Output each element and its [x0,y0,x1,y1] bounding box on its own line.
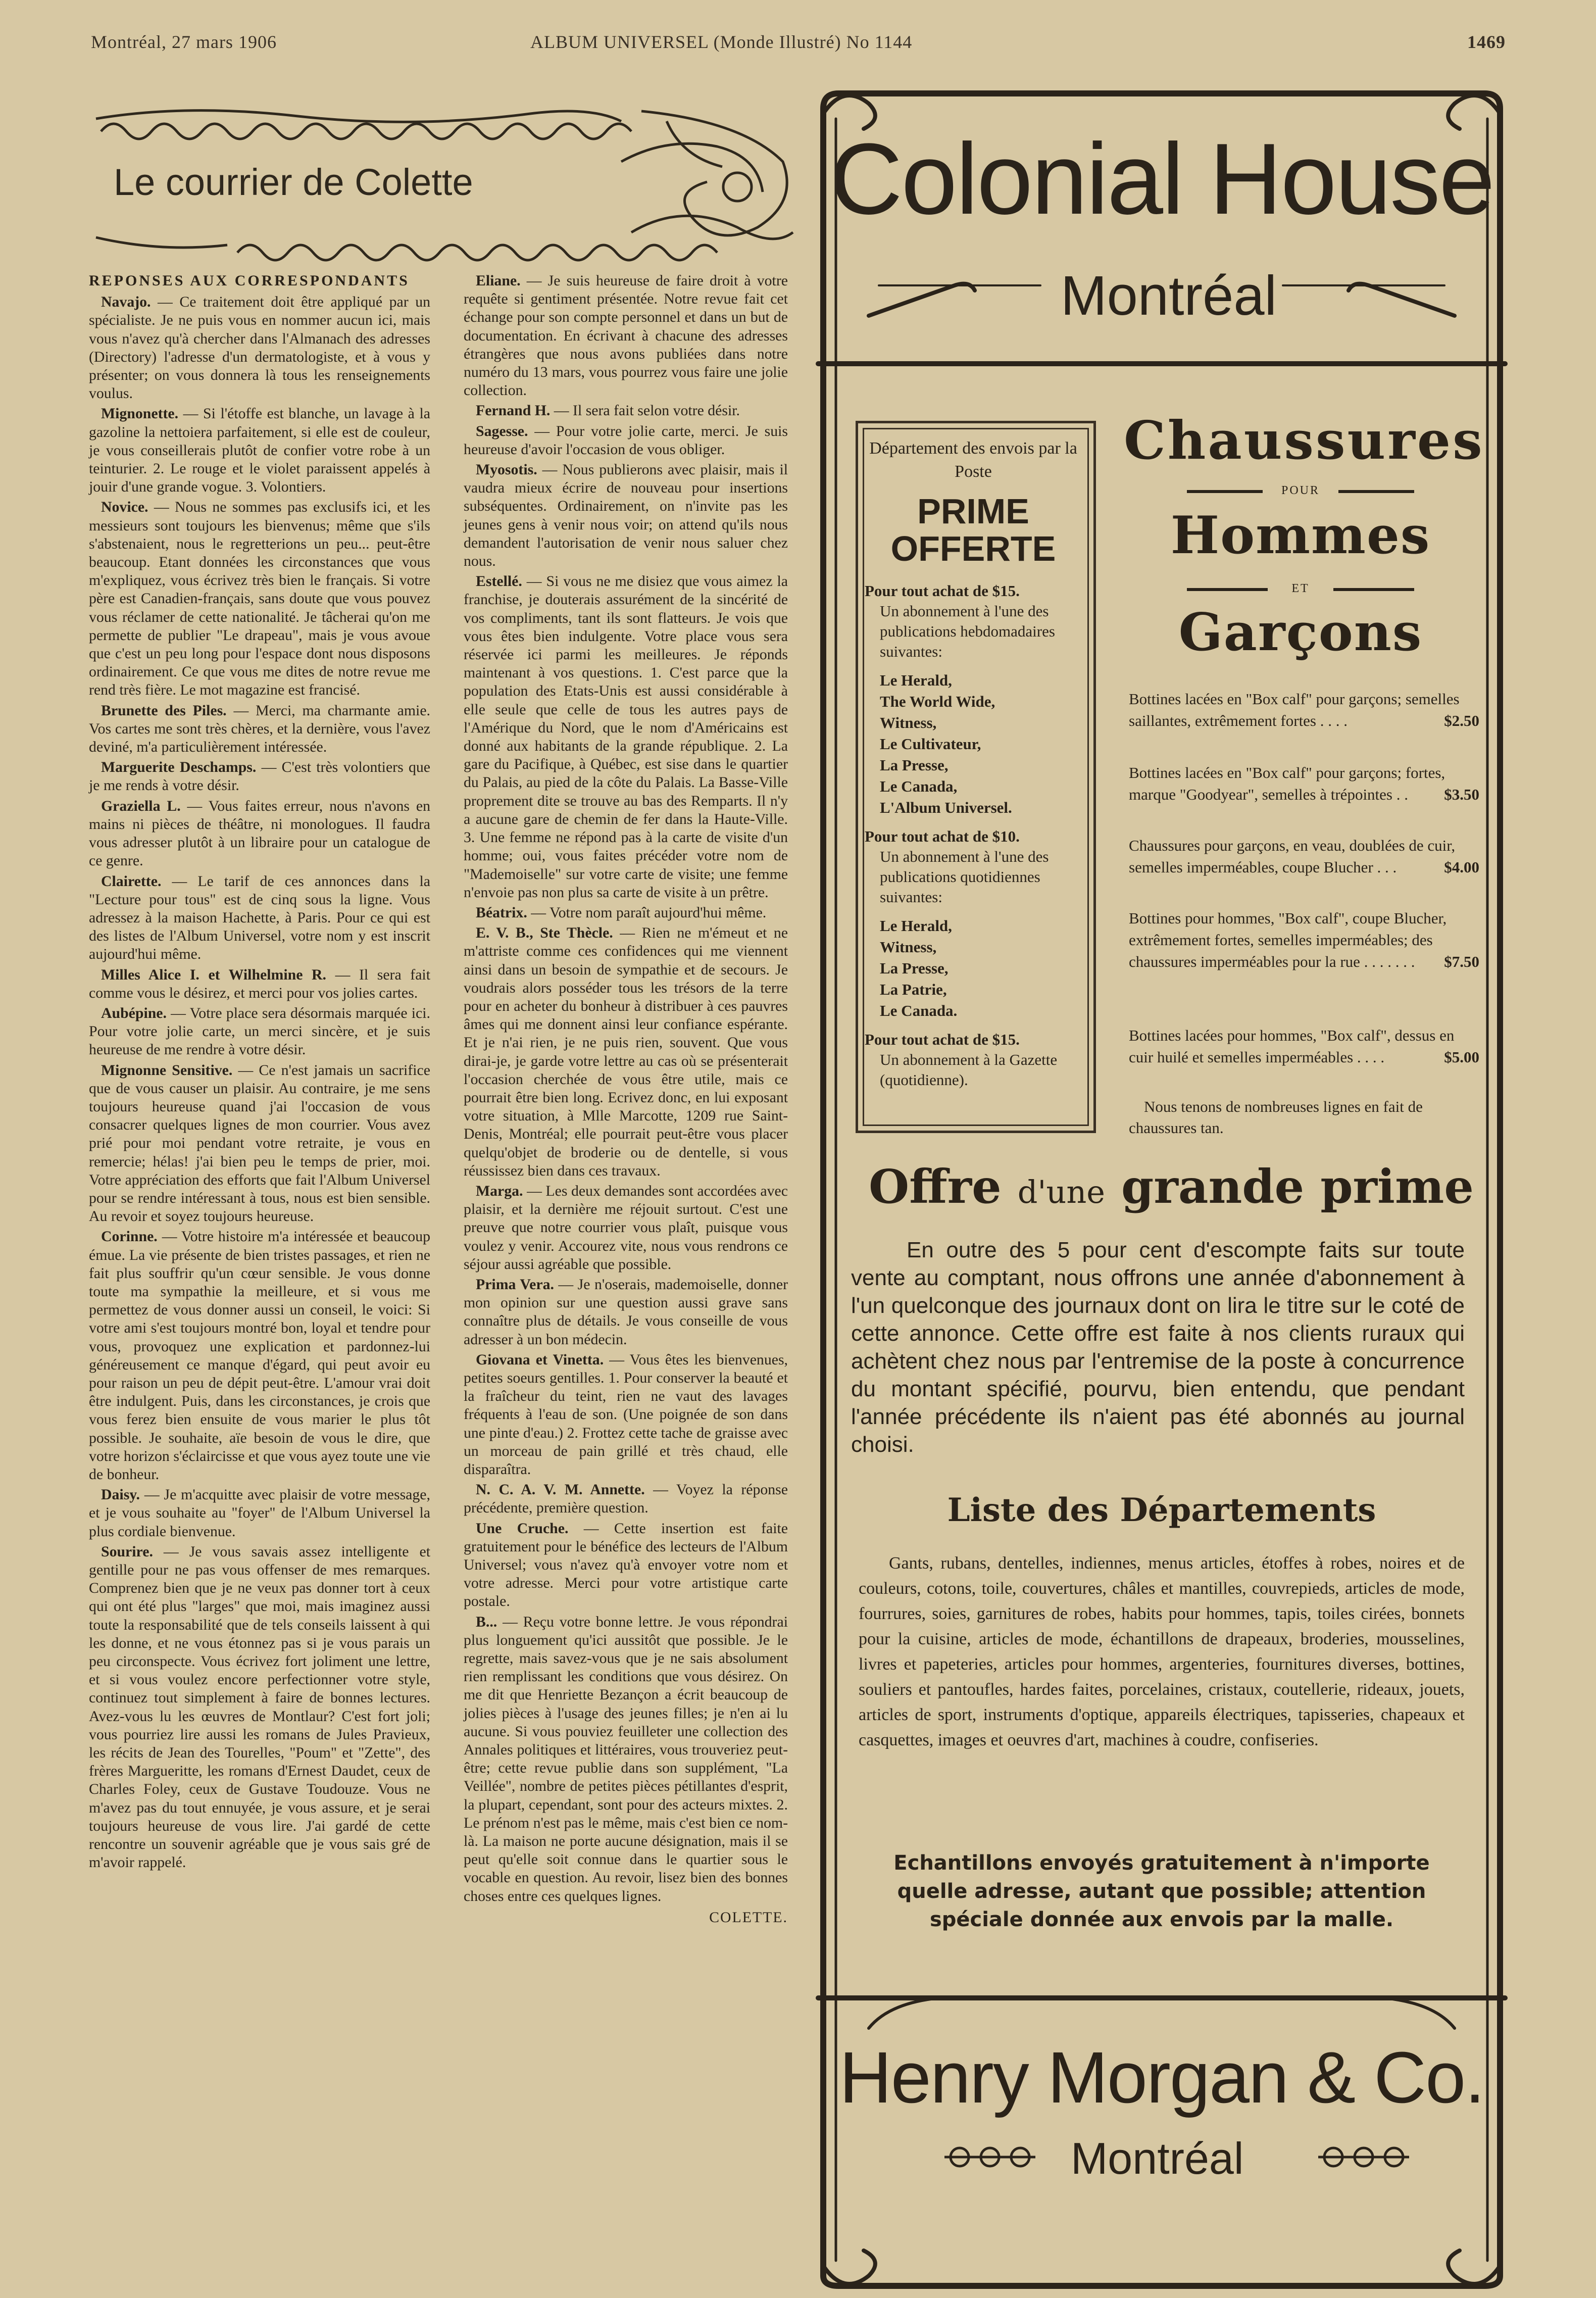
reply-entry [89,1543,430,1872]
correspondent-name: Novice. [101,499,148,516]
reply-text: — Les deux demandes sont accordées avec plaisir, et la dernière me réjouit surtout. C'est une preuve que notre courrier vous plaît, puisque vous voulez y venir. Accourez vite, nous vous rendrons ce séjour aussi agréable que possible. [464,1182,788,1273]
reply-text: — Rien ne m'émeut et ne m'attriste comme ces confidences qui me viennent ainsi dans un besoin de sympathie et de secours. Je voudrais alors posséder tous les trésors de la terre pour en acheter du bonheur à distribuer à ces pauvres âmes qui me donnent ainsi leur confiance espérante. Et je n'ai rien, je ne puis rien, souvent. Que vous dirai-je, je garde votre lettre au cas où se présenterait l'occasion cherchée de vous être utile, mais ce pourrait être bien long. Ecrivez donc, en lui exposant votre situation, à Mlle Marcotte, 1209 rue Saint-Denis, Montréal; elle pourrait peut-être vous placer quelqu'objet de broderie ou de dentelle, si vous réussissez bien dans ces travaux. [464,924,788,1179]
shoe-item [1129,1024,1479,1068]
reply-text: — Cette insertion est faite gratuitement pour le bénéfice des lecteurs de l'Album Universel; vous n'avez qu'à envoyer votre nom et votre adresse. Merci pour votre artistique carte postale. [464,1520,788,1610]
reply-entry [464,1182,788,1274]
reply-entry [89,1486,430,1541]
publication-name: Le Canada, [880,777,958,795]
shoe-description: Bottines lacées en "Box calf" pour garçons; fortes, marque "Goodyear", semelles à trépointes . . [1129,764,1445,803]
header-date: Montréal, 27 mars 1906 [91,32,277,52]
reply-entry [464,904,788,922]
shoe-price: $3.50 [1444,786,1479,803]
correspondent-name: Milles Alice I. et Wilhelmine R. [101,966,326,983]
shoe-item [1129,688,1479,731]
store-name: Colonial House [829,123,1494,235]
publication-name: Le Cultivateur, [880,735,981,753]
publication-name: La Patrie, [880,981,947,998]
publication-name: Le Herald, [880,671,952,689]
correspondent-name: Béatrix. [476,904,527,921]
publication-name: Witness, [880,938,937,956]
correspondent-name: Mignonette. [101,405,179,422]
reply-text: — Voyez la réponse précédente, première question. [464,1481,788,1517]
reply-text: — Merci, ma charmante amie. Vos cartes me sont très chères, et la dernière, vous l'avez deviné, m'a particulièrement intéressée. [89,702,431,756]
mail-order-heading: Département des envois par la Poste [869,439,1077,481]
reply-text: — Si vous ne me disiez que vous aimez la franchise, je douterais assurément de la sincérité de vos compliments, tant ils sont flatteurs. Je vois que vous êtes bien indulgente. Votre place vous sera réservée ici parmi les meilleures. Je réponds maintenant à vos questions. 1. C'est parce que la population des Etats-Unis est aussi considérable à elle seule que celle de tous les autres pays de l'Amérique du Nord, que le nom d'Américains est donné aux habitants de la grande république. 2. La gare du Pacifique, à Québec, est sise dans le quartier du Palais, au pied de la côte du Palais. La Basse-Ville proprement dite se trouve au bas des Remparts. Il n'y a aucune gare de chemin de fer dans la Haute-Ville. 3. Une femme ne répond pas à la carte de visite d'un homme; oui, vous faites précéder votre nom de "Mademoiselle" sur votre carte de visite; une femme n'envoie pas non plus sa carte de visite à un prêtre. [464,573,788,901]
store-city: Montréal [1061,265,1277,327]
shoe-description: Chaussures pour garçons, en veau, doublées de cuir, semelles imperméables, coupe Blucher . . . [1129,837,1456,876]
reply-text: — Si l'étoffe est blanche, un lavage à la gazoline la nettoiera parfaitement, si elle est de couleur, je vous conseillerais plutôt de confier votre robe à un teinturier. 2. Le rouge et le violet paraissent appelés à jouir d'une grande vogue. 3. Volontiers. [89,405,430,496]
correspondent-name: Prima Vera. [476,1276,554,1293]
reply-entry [464,1613,788,1905]
reply-text: — Il sera fait selon votre désir. [554,402,740,419]
correspondent-name: Estellé. [476,573,522,590]
company-city: Montréal [1071,2133,1244,2183]
reply-text: — Reçu votre bonne lettre. Je vous répondrai plus longuement qu'ici aussitôt que possible. Je le regrette, mais savez-vous que je ne sais absolument rien remplissant les conditions que vous désirez. On me dit que Henriette Bezançon a écrit beaucoup de jolies pièces à l'usage des jeunes filles; je n'en ai lu aucune. Si vous pouviez feuilleter une collection des Annales politiques et littéraires, vous trouveriez peut-être; cette revue publie dans son supplément, "La Veillée", nombre de petites pièces pétillantes d'esprit, la plupart, cependant, sont pour des acteurs mixtes. 2. Le prénom n'est pas le même, mais c'est bien ce nom-là. La maison ne porte aucune désignation, mais il se peut qu'elle soit connue dans le quartier sous le vocable en question. Au revoir, lisez bien des bonnes choses entre ces quelques lignes. [464,1613,788,1904]
correspondence-column-2 [464,272,788,1927]
correspondent-name: B... [476,1613,497,1630]
reply-text: — Il sera fait comme vous le désirez, et merci pour vos jolies cartes. [89,966,430,1001]
offer-amount: Pour tout achat de $10. [865,827,1020,845]
shoe-price: $4.00 [1444,858,1479,876]
offer-description: Un abonnement à l'une des publications hebdomadaires suivantes: [880,602,1055,660]
signature: COLETTE. [709,1909,788,1926]
correspondent-name: Clairette. [101,872,162,890]
reply-entry [464,461,788,570]
reply-text: — Je suis heureuse de faire droit à votre requête si gentiment présentée. Notre revue fait cet échange pour son compte personnel et dans un but de documentation. En écrivant à chacune des adresses étrangères que nous avons publiées dans notre numéro du 13 mars, vous pourrez vous faire une jolie collection. [464,272,788,399]
publication-name: Witness, [880,714,937,731]
shoes-heading: Chaussures [1124,409,1484,471]
publication-name: L'Album Universel. [880,799,1012,816]
reply-entry [89,872,430,964]
correspondent-name: Marguerite Deschamps. [101,759,257,776]
correspondent-name: Giovana et Vinetta. [476,1351,604,1368]
boys-heading: Garçons [1178,602,1423,663]
offer-description: Un abonnement à la Gazette (quotidienne). [880,1051,1058,1089]
shoe-price: $5.00 [1444,1048,1479,1066]
reply-entry [464,1276,788,1349]
shoe-item [1129,835,1479,878]
publication-name: La Presse, [880,756,949,774]
reply-entry [89,1228,430,1484]
correspondent-name: Daisy. [101,1486,140,1503]
reply-entry [89,702,430,757]
men-heading: Hommes [1170,505,1431,566]
publication-name: Le Herald, [880,917,952,935]
reply-entry [89,405,430,496]
correspondent-name: Aubépine. [101,1004,167,1021]
offer-heading [869,1159,1474,1214]
departments-heading: Liste des Départements [947,1491,1376,1529]
reply-text: — Je m'acquitte avec plaisir de votre message, et je vous souhaite au "foyer" de l'Album Universel la plus cordiale bienvenue. [89,1486,430,1540]
reply-text: — Ce n'est jamais un sacrifice que de vous causer un plaisir. Au contraire, je me sens toujours heureuse quand j'ai l'occasion de vous consacrer quelques lignes de mon courrier. Vous avez prié pour moi pendant votre retraite, je vous en remercie; hélas! j'ai bien peu le temps de prier, moi. Votre appréciation des efforts que fait l'Album Universel pour se rendre intéressant à tous, nous est bien sensible. Au revoir et soyez toujours heureuse. [89,1061,430,1225]
correspondent-name: N. C. A. V. M. Annette. [476,1481,645,1498]
publication-name: Le Canada. [880,1002,958,1019]
reply-entry [464,924,788,1180]
correspondent-name: E. V. B., Ste Thècle. [476,924,613,942]
scroll-ornament-right [1313,2139,1414,2175]
reply-text: — Votre nom paraît aujourd'hui même. [531,904,767,921]
offer-text: En outre des 5 pour cent d'escompte faits sur toute vente au comptant, nous offrons une année d'abonnement à l'un quelconque des journaux dont on lira le titre sur le coté de cette annonce. Cette offre est faite à nos clients ruraux qui achètent chez nous par l'entremise de la poste à concurrence du montant spécifié, pourvu, bien entendu, que pendant l'année précédente ils n'aient pas été abonnés au journal choisi. [851,1238,1465,1457]
section-heading: REPONSES AUX CORRESPONDANTS [89,272,410,289]
reply-text: — Vous faites erreur, nous n'avons en mains ni pièces de théâtre, ni monologues. Il faudra vous adresser plutôt à un libraire pour un catalogue de ce genre. [89,797,430,869]
shoe-price: $7.50 [1444,953,1479,970]
correspondent-name: Graziella L. [101,797,181,814]
scroll-ornament-left [939,2139,1040,2175]
shoe-description: Bottines pour hommes, "Box calf", coupe Blucher, extrêmement fortes, semelles imperméables; des chaussures imperméables pour la rue . . . . . . . [1129,909,1447,970]
shoe-item [1129,762,1479,805]
column-title: Le courrier de Colette [114,161,473,203]
reply-entry [464,422,788,459]
correspondence-column-1 [89,272,430,1874]
correspondent-name: Fernand H. [476,402,551,419]
reply-text: — Le tarif de ces annonces dans la "Lecture pour tous" est de cinq sous la ligne. Vous adressez à la maison Hachette, à Paris. Pour ce qui est des listes de l'Album Universel, votre nom y est inscrit aujourd'hui même. [89,872,430,963]
correspondent-name: Myosotis. [476,461,537,478]
reply-entry [464,1520,788,1611]
reply-entry [89,966,430,1002]
reply-entry [89,498,430,699]
reply-text: — Je n'oserais, mademoiselle, donner mon opinion sur une question aussi grave sans connaître plus de détails. Je vous conseille de vous adresser à un bon médecin. [464,1276,788,1348]
reply-entry [464,1351,788,1479]
reply-entry [89,758,430,795]
reply-entry [464,1481,788,1517]
correspondent-name: Mignonne Sensitive. [101,1061,233,1079]
offer-amount: Pour tout achat de $15. [865,1031,1020,1048]
correspondent-name: Brunette des Piles. [101,702,227,719]
correspondent-name: Une Cruche. [476,1520,569,1537]
prime-offer-title: PRIME OFFERTE [890,492,1056,568]
correspondent-name: Corinne. [101,1228,158,1245]
reply-entry [464,572,788,902]
reply-text: — Nous ne sommes pas exclusifs ici, et les messieurs sont toujours les bienvenus; même que s'ils s'abstenaient, nous le regretterions un peu... peut-être beaucoup. Etant données les circonstances que vous m'expliquez, vous écrivez très bien le français. Si votre père est Canadien-français, sans doute que vous pouvez vous réclamer de cette nationalité. Je tâcherai qu'on me permette de publier "Le drapeau", mais je vous avoue que c'est un peu long pour l'espace dont nous disposons ordinairement. Ce que vous me dites de notre revue me rend très fière. Le mot magazine est francisé. [89,499,430,699]
shoe-price: $2.50 [1444,712,1479,729]
shoe-description: Bottines lacées pour hommes, "Box calf", dessus en cuir huilé et semelles imperméables . . . . [1129,1026,1455,1066]
reply-entry [89,797,430,870]
reply-text: — Votre histoire m'a intéressée et beaucoup émue. La vie présente de bien tristes passages, et rien ne fait plus souffrir qu'un cœur sensible. Je vous donne toute ma sympathie la meilleure, et si vous me permettez de vous donner aussi un conseil, le voici: Si votre ami s'est toujours montré bon, loyal et tendre pour vous, provoquez une explication et pardonnez-lui généreusement ce manque d'égard, qui peut avoir eu pour raison un peu de dépit peut-être. L'amour vrai doit être indulgent. Puis, dans les circonstances, je crois que vous ferez bien ensuite de vous marier le plus tôt possible. Je souhaite, aïe besoin de vous le dire, que votre horizon s'éclaircisse et que vous ayez toute une vie de bonheur. [89,1228,431,1483]
company-name: Henry Morgan & Co. [839,2037,1484,2118]
reply-text: — Ce traitement doit être appliqué par un spécialiste. Je ne puis vous en nommer aucun ici, mais vous n'avez qu'à chercher dans l'Almanach des adresses (Directory) l'adresse d'un dermatologiste, et à vous y présenter; on vous donnera là tous les renseignements voulus. [89,294,430,402]
reply-entry [89,1061,430,1226]
shoe-note: Nous tenons de nombreuses lignes en fait de chaussures tan. [1129,1098,1423,1137]
samples-notice: Echantillons envoyés gratuitement à n'importe quelle adresse, autant que possible; attention spéciale donnée aux envois par la malle. [893,1851,1430,1931]
correspondent-name: Sagesse. [476,422,528,439]
reply-text: — Votre place sera désormais marquée ici. Pour votre jolie carte, un merci sincère, et je suis heureuse de me rendre à votre désir. [89,1004,430,1058]
shoe-item [1129,907,1479,972]
correspondent-name: Eliane. [476,272,521,289]
reply-entry [464,272,788,400]
reply-text: — Nous publierons avec plaisir, mais il vaudra mieux écrire de nouveau pour insertions subséquentes. Ordinairement, on n'invite pas les jeunes gens à venir nous voir; on attend qu'ils nous demandent l'autorisation de venir nous saluer chez nous. [464,461,788,570]
and-label: ET [1291,582,1310,595]
header-publication: ALBUM UNIVERSEL (Monde Illustré) No 1144 [530,32,913,52]
reply-text: — Je vous savais assez intelligente et gentille pour ne pas vous offenser de mes remarques. Comprenez bien que je ne veux pas donner tort à ceux qui ont été plus "larges" que moi, mais imaginez aussi toute la responsabilité que de tels conseils laissent à qui les donne, et ne vous étonnez pas si je vous parais un peu circonspecte. Vous écrivez fort joliment une lettre, et si vous voulez encore perfectionner votre style, continuez tout simplement à faire de bonnes lectures. Avez-vous lu les œuvres de Montlaur? C'est fort joli; vous pourriez lire aussi les romans de Jules Pravieux, les récits de Jean des Tourelles, "Poum" et "Zette", des frères Margueritte, les romans d'Ernest Daudet, ceux de Charles Foley, ceux de Gustave Toudouze. Vous ne m'avez pas du tout ennuyée, je vous assure, et je serai toujours heureuse de vous lire. J'ai gardé de cette rencontre un souvenir agréable que je vous sais gré de m'avoir rappelé. [89,1543,430,1871]
reply-entry [89,1004,430,1059]
reply-text: — C'est très volontiers que je me rends à votre désir. [89,759,430,794]
publication-name: La Presse, [880,959,949,977]
reply-entry [89,293,430,403]
reply-text: — Vous êtes les bienvenues, petites soeurs gentilles. 1. Pour conserver la beauté et la fraîcheur du teint, rien ne vaut des lavages fréquents à l'eau de son. (Une poignée de son dans une pinte d'eau.) 2. Frottez cette tache de graisse avec un morceau de pain grillé et très chaud, elle disparaîtra. [464,1351,788,1478]
offer-description: Un abonnement à l'une des publications quotidiennes suivantes: [880,848,1049,906]
mail-order-details [865,581,1082,1090]
offer-amount: Pour tout achat de $15. [865,582,1020,600]
page-number: 1469 [1467,32,1506,52]
shoe-description: Bottines lacées en "Box calf" pour garçons; semelles saillantes, extrêmement fortes . . . . [1129,690,1460,729]
correspondent-name: Sourire. [101,1543,153,1560]
reply-entry [464,402,788,420]
correspondent-name: Marga. [476,1182,523,1199]
departments-list: Gants, rubans, dentelles, indiennes, menus articles, étoffes à robes, noires et de couleurs, cotons, toile, couvertures, châles et mantilles, couvrepieds, articles de mode, fourrures, soies, garnitures de robes, habits pour hommes, tapis, toiles cirées, bonnets pour la cuisine, articles de mode, échantillons de drapeaux, broderies, mousselines, livres et papeteries, articles pour hommes, argenteries, fournitures diverses, bottines, souliers et pantoufles, hardes faites, porcelaines, cristaux, coutellerie, rideaux, jouets, articles de sport, instruments d'optique, appareils électriques, tapisseries, chapeaux et casquettes, images et oeuvres d'art, machines à coudre, confiseries. [859,1554,1465,1749]
correspondent-name: Navajo. [101,294,151,311]
offer-heading-word: d'une [1017,1174,1105,1210]
offer-heading-word: Offre [869,1159,1002,1214]
reply-text: — Pour votre jolie carte, merci. Je suis heureuse d'avoir l'occasion de vous obliger. [464,422,788,458]
shoes-for-label: POUR [1281,484,1320,497]
offer-heading-word: grande prime [1121,1159,1474,1214]
publication-name: The World Wide, [880,693,995,710]
